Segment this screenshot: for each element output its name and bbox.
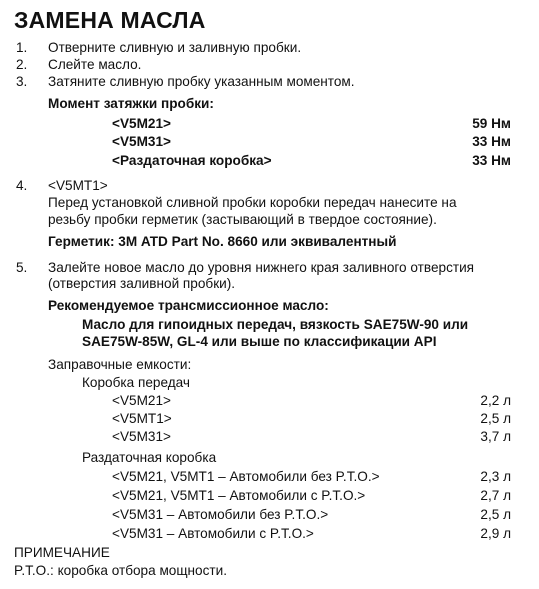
step-4-text: Перед установкой сливной пробки коробки передач нанесите на [48,195,457,210]
step-4-text: резьбу пробки герметик (застывающий в твердое состояние). [48,212,437,227]
torque-row-label: <V5M31> [112,134,171,149]
step-3-number: 3. [16,74,28,89]
step-3-text: Затяните сливную пробку указанным моментом. [48,74,355,89]
transfer-row-label: <V5M31 – Автомобили с P.T.O.> [112,526,314,541]
torque-heading: Момент затяжки пробки: [48,96,214,111]
capacity-heading: Заправочные емкости: [48,357,192,372]
gearbox-row-value: 3,7 л [480,429,511,444]
step-2-text: Слейте масло. [48,57,142,72]
oil-spec-line: Масло для гипоидных передач, вязкость SAE75W-90 или [82,317,469,332]
gearbox-row-label: <V5M31> [112,429,171,444]
transfer-title: Раздаточная коробка [82,450,217,465]
step-1-text: Отверните сливную и заливную пробки. [48,40,302,55]
transfer-row-value: 2,9 л [480,526,511,541]
gearbox-row-label: <V5MT1> [112,411,172,426]
gearbox-title: Коробка передач [82,375,190,390]
torque-row-value: 33 Нм [472,134,511,149]
step-2-number: 2. [16,57,28,72]
oil-spec-line: SAE75W-85W, GL-4 или выше по классификации API [82,334,437,349]
sealant-spec: Герметик: 3М ATD Part No. 8660 или эквивалентный [48,234,397,249]
torque-row-label: <Раздаточная коробка> [112,153,272,168]
step-5-text: (отверстия заливной пробки). [48,276,236,291]
note-heading: ПРИМЕЧАНИЕ [14,545,110,560]
transfer-row-label: <V5M21, V5MT1 – Автомобили без P.T.O.> [112,469,380,484]
step-4-number: 4. [16,178,28,193]
step-5-text: Залейте новое масло до уровня нижнего края заливного отверстия [48,260,475,275]
torque-row-value: 33 Нм [472,153,511,168]
gearbox-row-value: 2,2 л [480,393,511,408]
torque-row-label: <V5M21> [112,116,171,131]
oil-heading: Рекомендуемое трансмиссионное масло: [48,298,329,313]
torque-row-value: 59 Нм [472,116,511,131]
transfer-row-label: <V5M21, V5MT1 – Автомобили с P.T.O.> [112,488,366,503]
gearbox-row-value: 2,5 л [480,411,511,426]
note-text: P.T.O.: коробка отбора мощности. [14,563,227,578]
step-5-number: 5. [16,260,28,275]
gearbox-row-label: <V5M21> [112,393,171,408]
page-title: ЗАМЕНА МАСЛА [14,7,206,33]
transfer-row-label: <V5M31 – Автомобили без P.T.O.> [112,507,329,522]
step-1-number: 1. [16,40,28,55]
step-4-model: <V5MT1> [48,178,108,193]
transfer-row-value: 2,5 л [480,507,511,522]
transfer-row-value: 2,3 л [480,469,511,484]
transfer-row-value: 2,7 л [480,488,511,503]
